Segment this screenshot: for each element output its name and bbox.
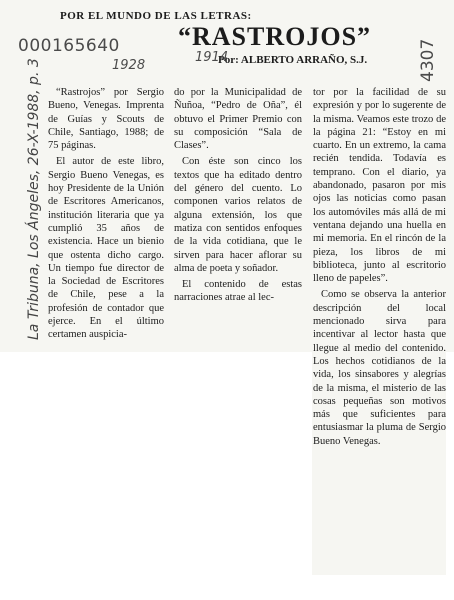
- column-1-paragraph-1: “Rastrojos” por Sergio Bueno, Venegas. Imprenta de Guías y Scouts de Chile, Santiago, 1988; de 75 páginas.: [48, 87, 164, 152]
- article-column-2: [174, 86, 302, 348]
- handwritten-source-note: La Tribuna, Los Ángeles, 26-X-1988, p. 3: [26, 58, 42, 340]
- handwritten-number-note: 4307: [418, 38, 438, 82]
- handwritten-catalog-code: 000165640: [18, 36, 120, 56]
- column-2-paragraph-3: El contenido de estas narraciones atrae al lec-: [174, 279, 302, 304]
- blank-margin-bottom: [312, 575, 454, 600]
- column-2-paragraph-2: Con éste son cinco los textos que ha editado dentro del género del cuento. Lo componen varios relatos de alguna extensión, los que matiza con sentidos enfoques de la vida cotidiana, que le sirven para hacer aflorar su alma de poeta y soñador.: [174, 156, 302, 274]
- column-3-paragraph-2: Como se observa la anterior descripción del local mencionado sirva para incentivar al lector hasta que llegue al medio del contenido. Los hechos cotidianos de la vida, los sinsabores y alegrías de la misma, el misterio de las cosas pequeñas son motivos más que suficientes para entusiasmar la pluma de Sergio Bueno Venegas.: [313, 289, 446, 447]
- handwritten-second-year-note: 1914: [195, 50, 229, 65]
- column-2-paragraph-1: do por la Municipalidad de Ñuñoa, “Pedro de Oña”, él obtuvo el Primer Premio con su composición “Sala de Clases”.: [174, 87, 302, 152]
- article-column-3: [313, 86, 446, 536]
- blank-margin-right: [446, 352, 454, 600]
- section-header: POR EL MUNDO DE LAS LETRAS:: [60, 10, 252, 22]
- article-byline: Por: ALBERTO ARRAÑO, S.J.: [218, 54, 368, 66]
- article-title: “RASTROJOS”: [178, 22, 372, 51]
- blank-margin: [0, 352, 312, 600]
- column-1-paragraph-2: El autor de este libro, Sergio Bueno Venegas, es hoy Presidente de la Unión de Escritores Americanos, institución literaria que ya cumplió 35 años de existencia. Hace un bienio que ostenta dicho cargo. Un tiempo fue director de la Sociedad de Escritores de Chile, pese a la profesión de contador que ejerce. En el último certamen auspicia-: [48, 156, 164, 341]
- handwritten-year-note: 1928: [112, 58, 146, 73]
- article-column-1: [48, 86, 164, 348]
- column-3-paragraph-1: tor por la facilidad de su expresión y por lo sugerente de la misma. Veamos este trozo de la página 21: “Estoy en mi cuarto. En un extremo, la cama recién tendida. Todavía es temprano. Con el diario, ya abandonado, pasaron por mis ojos las noticias como pasan los automóviles más allá de mi ventana dejando una huella en mi memoria. En el rincón de la pieza, los libros de mi biblioteca, junto al escritorio lleno de papeles”.: [313, 87, 446, 285]
